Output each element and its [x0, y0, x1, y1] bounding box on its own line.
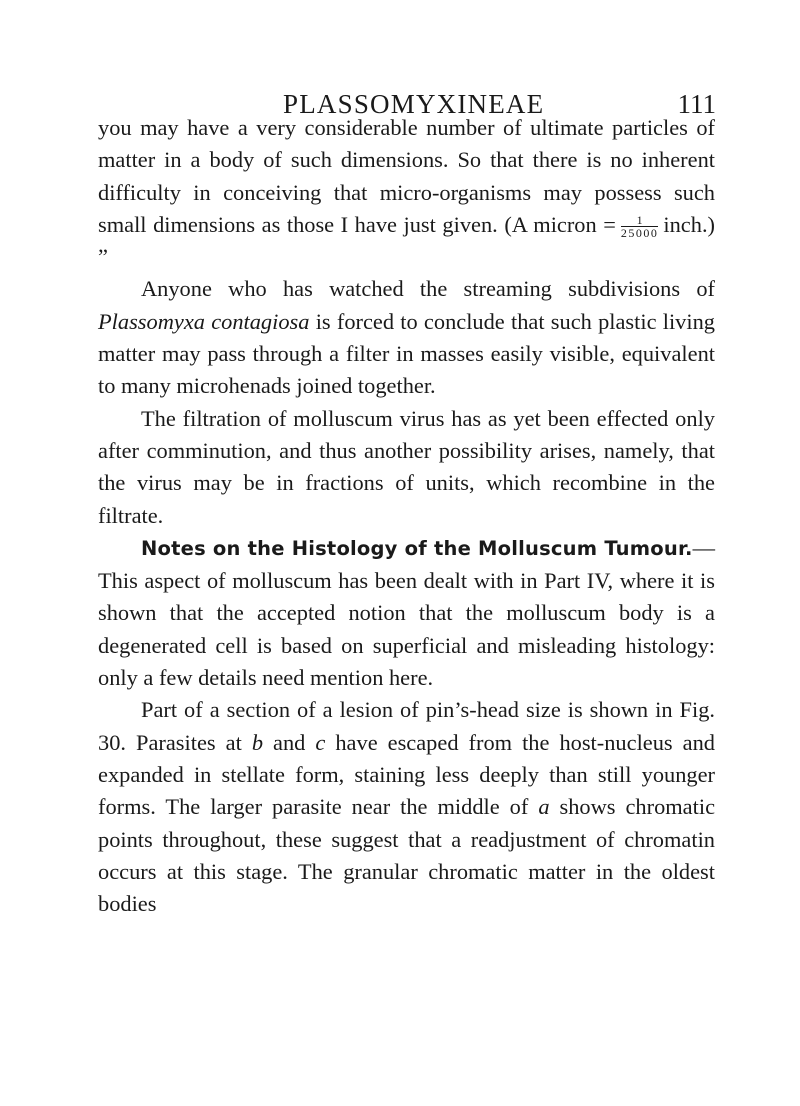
paragraph-2-tail: is forced to conclude that such plastic living matter may pass through a filter in masses easily visible, equivalent to many microhenads joined together.	[98, 308, 715, 399]
paragraph-5-part-1: Part of a section of a lesion of pin’s-head size is shown in Fig. 30. Parasites at	[98, 697, 715, 755]
figure-label-c: c	[315, 729, 326, 755]
page-number: 111	[677, 89, 716, 119]
paragraph-1-tail: inch.) ”	[98, 211, 715, 270]
species-name: Plassomyxa contagiosa	[98, 308, 310, 334]
paragraph-1-lead: you may have a very considerable number of ultimate particles of matter in a body of such dimensions. So that there is no inherent difficulty in conceiving that micro-organisms may possess such small dimensions as those I have just given. (A micron =	[98, 115, 715, 237]
paragraph-5-part-4: shows chromatic points throughout, these suggest that a readjustment of chromatin occurs at this stage. The granular chromatic matter in the oldest bodies	[98, 794, 716, 917]
running-title: PLASSOMYXINEAE	[283, 89, 545, 119]
paragraph-3: The filtration of molluscum virus has as yet been effected only after comminution, and thus another possibility arises, namely, that the virus may be in fractions of units, which recombine in the filtrate.	[98, 405, 715, 528]
micron-fraction	[621, 214, 659, 239]
paragraph-5-part-2: and	[263, 729, 316, 755]
fraction-numerator: 1	[621, 214, 659, 227]
paragraph-5-part-3: have escaped from the host-nucleus and expanded in stellate form, staining less deeply than still younger forms. The larger parasite near the middle of	[98, 729, 715, 820]
paragraph-4-text: —This aspect of molluscum has been dealt with in Part IV, where it is shown that the accepted notion that the molluscum body is a degenerated cell is based on superficial and misleading histology: only a few details need mention here.	[98, 534, 715, 691]
body-text	[98, 112, 715, 920]
paragraph-1	[98, 112, 715, 273]
figure-label-b: b	[251, 729, 264, 755]
paragraph-2	[98, 273, 715, 402]
figure-label-a: a	[538, 794, 550, 820]
paragraph-4	[98, 532, 715, 694]
paragraph-2-lead: Anyone who has watched the streaming subdivisions of	[141, 276, 715, 302]
paragraph-5	[98, 694, 715, 920]
section-heading: Notes on the Histology of the Molluscum Tumour.	[141, 536, 693, 560]
fraction-denominator: 25000	[620, 226, 659, 241]
